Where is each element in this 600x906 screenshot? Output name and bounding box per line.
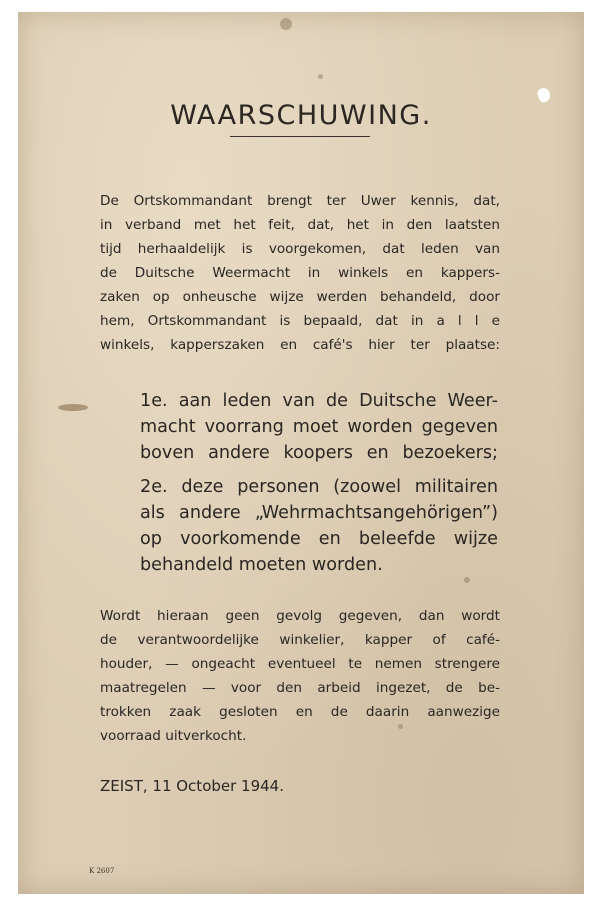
rule-line: macht voorrang moet worden gegeven: [140, 417, 498, 437]
paper-stain: [58, 404, 88, 411]
intro-line: de Duitsche Weermacht in winkels en kappers-: [100, 265, 500, 281]
dateline: ZEIST, 11 October 1944.: [100, 777, 284, 795]
rule-line: op voorkomende en beleefde wijze: [140, 529, 498, 549]
rule-item-1: [140, 388, 498, 466]
poster-sheet: [18, 12, 584, 894]
rule-line: als andere „Wehrmachtsangehörigen”): [140, 503, 498, 523]
closing-line: maatregelen — voor den arbeid ingezet, de be-: [100, 680, 500, 696]
intro-paragraph: [100, 189, 500, 357]
intro-line: De Ortskommandant brengt ter Uwer kennis, dat,: [100, 193, 500, 209]
title-underline: [230, 136, 370, 137]
closing-line: de verantwoordelijke winkelier, kapper of café-: [100, 632, 500, 648]
closing-paragraph: [100, 604, 500, 748]
intro-line: winkels, kapperszaken en café's hier ter plaatse:: [100, 337, 500, 353]
intro-line: tijd herhaaldelijk is voorgekomen, dat leden van: [100, 241, 500, 257]
closing-line: voorraad uitverkocht.: [100, 728, 247, 744]
closing-line: houder, — ongeacht eventueel te nemen strengere: [100, 656, 500, 672]
rule-line: boven andere koopers en bezoekers;: [140, 443, 498, 463]
intro-line: hem, Ortskommandant is bepaald, dat in a l l e: [100, 313, 500, 329]
intro-line: zaken op onheusche wijze werden behandeld, door: [100, 289, 500, 305]
rule-item-2: [140, 474, 498, 578]
rule-line: behandeld moeten worden.: [140, 555, 383, 575]
paper-stain: [280, 18, 292, 30]
closing-line: Wordt hieraan geen gevolg gegeven, dan wordt: [100, 608, 500, 624]
rule-line: 2e. deze personen (zoowel militairen: [140, 477, 498, 497]
rule-line: 1e. aan leden van de Duitsche Weer-: [140, 391, 498, 411]
closing-line: trokken zaak gesloten en de daarin aanwezige: [100, 704, 500, 720]
intro-line: in verband met het feit, dat, het in den laatsten: [100, 217, 500, 233]
poster-title: WAARSCHUWING.: [170, 100, 432, 131]
print-code: K 2607: [89, 867, 115, 875]
paper-stain: [318, 74, 323, 79]
